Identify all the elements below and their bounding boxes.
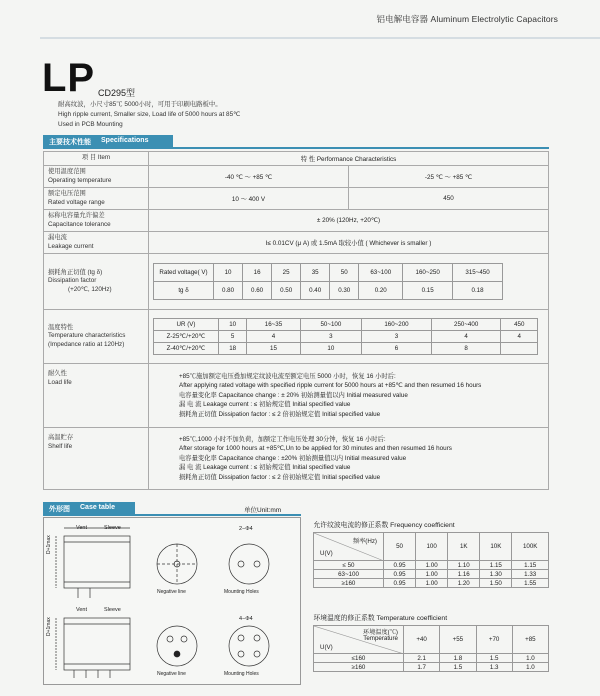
- specs-tab: [43, 135, 173, 147]
- sleeve-label-2: Sleeve: [104, 607, 121, 613]
- df-table: [153, 263, 503, 300]
- mounting-holes-bottom: [229, 626, 269, 666]
- shelf-line: 漏 电 流 Leakage current : ≤ 初始规定值 Initial specified value: [179, 464, 351, 472]
- volt-v2: 450: [349, 188, 549, 210]
- df-v: 63~100: [359, 264, 403, 282]
- tempcoef-cell: 1.3: [476, 663, 512, 672]
- volt-label: [44, 188, 149, 210]
- load-label-cn: 耐久性: [48, 370, 67, 377]
- load-line: 漏 电 流 Leakage current : ≤ 初始规定值 Initial specified value: [179, 401, 351, 409]
- temp-c: 10: [219, 319, 247, 331]
- temp-c: [501, 343, 538, 355]
- temp-cell: [149, 310, 549, 364]
- shelf-line: 电容量变化率 Capacitance change : ±20% 初始测量值以内 Initial measured value: [179, 454, 407, 462]
- freq-table: [313, 517, 549, 588]
- temp-label: [44, 310, 149, 364]
- df-label-cond: (+20℃, 120Hz): [68, 285, 112, 293]
- df-tg-head: tg δ: [154, 282, 214, 300]
- series-name: CD295型: [98, 88, 136, 98]
- tempcoef-corner-left: U(V): [320, 644, 333, 651]
- tempcoef-col: +85: [512, 626, 548, 654]
- case-tab-en: Case table: [80, 504, 116, 511]
- capacitor-body-top: [64, 536, 130, 588]
- spec-row-leakage: [44, 232, 549, 254]
- spec-head-perf: 特 性 Performance Characteristics: [149, 152, 549, 166]
- leak-label: [44, 232, 149, 254]
- freq-row: [314, 561, 549, 570]
- temp-head: Z-40℃/+20℃: [154, 343, 219, 355]
- vent-label-2: Vent: [76, 607, 88, 613]
- temp-row-40: [154, 343, 538, 355]
- load-text: [149, 364, 549, 428]
- df-tg: 0.15: [403, 282, 453, 300]
- df-cell: [149, 254, 549, 310]
- freq-col: 50: [384, 533, 416, 561]
- tol-label-en: Capacitance tolerance: [48, 220, 111, 228]
- df-tg: 0.60: [243, 282, 272, 300]
- df-v: 160~250: [403, 264, 453, 282]
- case-drawing: [43, 517, 301, 685]
- shelf-label-en: Shelf life: [48, 442, 73, 450]
- freq-rowhead: ≥160: [314, 579, 384, 588]
- load-label-en: Load life: [48, 378, 72, 386]
- spec-row-df: [44, 254, 549, 310]
- tempcoef-cell: 1.5: [440, 663, 476, 672]
- tempcoef-col: +40: [404, 626, 440, 654]
- mounting-holes-top: [229, 544, 269, 584]
- temp-c: 50~100: [300, 319, 362, 331]
- neg-line-label-top: Negative line: [157, 589, 186, 595]
- temp-table: [153, 318, 538, 355]
- load-line: After applying rated voltage with specified ripple current for 5000 hours at +85℃ and then resumed 16 hours: [179, 382, 482, 390]
- freq-corner: [314, 533, 384, 561]
- shelf-label: [44, 428, 149, 490]
- df-tg-row: [154, 282, 503, 300]
- df-v: 16: [243, 264, 272, 282]
- shelf-line: +85℃,1000 小时不加负荷，加额定工作电压处理 30分钟，恢复 16 小时后:: [179, 435, 386, 443]
- specs-tab-cn: 主要技术性能: [49, 139, 91, 146]
- op-temp-label-en: Operating temperature: [48, 176, 112, 184]
- freq-row: [314, 570, 549, 579]
- temp-c: 4: [247, 331, 300, 343]
- sleeve-label: Sleeve: [104, 525, 121, 531]
- case-drawing-svg: [44, 518, 300, 684]
- temp-label-cn: 温度特性: [48, 323, 74, 331]
- shelf-line: After storage for 1000 hours at +85℃,Un to be applied for 30 minutes and then resumed 16 hours: [179, 445, 452, 453]
- case-unit: 单位Unit:mm: [244, 507, 282, 514]
- tempcoef-col: +70: [476, 626, 512, 654]
- temp-c: 450: [501, 319, 538, 331]
- freq-rowhead: 63~100: [314, 570, 384, 579]
- load-line: +85℃施加额定电压叠加规定纹波电流至额定电压 5000 小时，恢复 16 小时后:: [179, 372, 396, 380]
- tempcoef-corner-top2: Temperature: [363, 635, 398, 642]
- spec-head-item: 项 目 Item: [44, 152, 149, 166]
- op-temp-v2: -25 ℃ ～ +85 ℃: [349, 166, 549, 188]
- op-temp-label: [44, 166, 149, 188]
- temp-head: Z-25℃/+20℃: [154, 331, 219, 343]
- df-voltage-row: [154, 264, 503, 282]
- tempcoef-rowhead: ≤160: [314, 654, 404, 663]
- case-section-header: [43, 502, 549, 516]
- freq-cell: 1.15: [512, 561, 549, 570]
- hole-label-bottom: 4−Φ4: [239, 616, 253, 622]
- spec-row-tolerance: [44, 210, 549, 232]
- temp-c: 160~200: [362, 319, 432, 331]
- intro-en-2: Used in PCB Mounting: [58, 121, 123, 128]
- op-temp-v1: -40 ℃ ～ +85 ℃: [149, 166, 349, 188]
- tol-label-cn: 标称电容量允许偏差: [48, 212, 105, 219]
- neg-line-label-bottom: Negative line: [157, 671, 186, 677]
- temp-c: 3: [362, 331, 432, 343]
- freq-cell: 0.95: [384, 561, 416, 570]
- df-tg: 0.20: [359, 282, 403, 300]
- tempcoef-corner: [314, 626, 404, 654]
- df-v: 315~450: [453, 264, 503, 282]
- freq-corner-left: U(V): [320, 550, 333, 557]
- load-line: 损耗角正切值 Dissipation factor : ≤ 2 倍初始规定值 Initial specified value: [179, 410, 381, 418]
- df-tg: 0.80: [214, 282, 243, 300]
- tempcoef-cell: 1.0: [512, 663, 548, 672]
- freq-col: 100K: [512, 533, 549, 561]
- volt-label-en: Rated voltage range: [48, 198, 105, 206]
- load-line: 电容量变化率 Capacitance change : ± 20% 初始测量值以内 Initial measured value: [179, 391, 408, 399]
- df-v: 50: [330, 264, 359, 282]
- tempcoef-cell: 1.5: [476, 654, 512, 663]
- header-rule: [40, 37, 600, 39]
- df-tg: 0.30: [330, 282, 359, 300]
- temp-c: 10: [300, 343, 362, 355]
- temp-c: 4: [431, 331, 501, 343]
- freq-cell: 1.30: [480, 570, 512, 579]
- temp-c: 3: [300, 331, 362, 343]
- freq-cell: 1.20: [448, 579, 480, 588]
- op-temp-label-cn: 使用温度范围: [48, 168, 86, 175]
- tempcoef-title: 环境温度的修正系数 Temperature coefficient: [313, 615, 448, 622]
- spec-row-op-temp: [44, 166, 549, 188]
- freq-cell: 0.95: [384, 570, 416, 579]
- freq-col: 10K: [480, 533, 512, 561]
- freq-col: 1K: [448, 533, 480, 561]
- temp-c: 8: [431, 343, 501, 355]
- tempcoef-corner-top: 环境温度(℃): [362, 629, 398, 636]
- tempcoef-cell: 1.8: [440, 654, 476, 663]
- temp-c: 16~35: [247, 319, 300, 331]
- tol-value: ± 20% (120Hz, +20℃): [149, 210, 549, 232]
- temp-row-25: [154, 331, 538, 343]
- leak-label-cn: 漏电流: [48, 234, 67, 241]
- df-tg: 0.50: [272, 282, 301, 300]
- temp-c: 6: [362, 343, 432, 355]
- tempcoef-head-row: [314, 626, 549, 654]
- freq-cell: 1.00: [416, 561, 448, 570]
- spec-row-temp: [44, 310, 549, 364]
- specs-rule: [43, 147, 549, 149]
- temp-label-en: Temperature characteristics: [48, 332, 126, 340]
- intro-en-1: High ripple current, Smaller size, Load life of 5000 hours at 85℃: [58, 111, 241, 118]
- coefficient-panel: [313, 517, 549, 685]
- tempcoef-table: [313, 610, 549, 672]
- freq-cell: 1.15: [480, 561, 512, 570]
- volt-v1: 10 ～ 400 V: [149, 188, 349, 210]
- df-tg: 0.40: [301, 282, 330, 300]
- df-v: 25: [272, 264, 301, 282]
- specs-section-header: [43, 135, 549, 149]
- shelf-text: [149, 428, 549, 490]
- tempcoef-rowhead: ≥160: [314, 663, 404, 672]
- temp-row-ur: [154, 319, 538, 331]
- freq-cell: 1.50: [480, 579, 512, 588]
- shelf-line: 损耗角正切值 Dissipation factor : ≤ 2 倍初始规定值 Initial specified value: [179, 473, 381, 481]
- df-v: 35: [301, 264, 330, 282]
- vent-label: Vent: [76, 525, 88, 531]
- freq-row: [314, 579, 549, 588]
- df-tg: 0.18: [453, 282, 503, 300]
- intro-text: [58, 100, 240, 130]
- shelf-label-cn: 高温贮存: [48, 434, 74, 441]
- temp-c: 18: [219, 343, 247, 355]
- spec-row-voltage: [44, 188, 549, 210]
- freq-corner-top: 频率(Hz): [352, 538, 377, 545]
- df-v: 10: [214, 264, 243, 282]
- leak-value: I≤ 0.01CV (μ A) 或 1.5mA 取较小值 ( Whichever is smaller ): [149, 232, 549, 254]
- product-code: LP: [42, 56, 96, 100]
- spec-table: [43, 151, 549, 490]
- leak-label-en: Leakage current: [48, 242, 94, 250]
- spec-head-row: [44, 152, 549, 166]
- tempcoef-cell: 2.1: [404, 654, 440, 663]
- spec-row-shelf: [44, 428, 549, 490]
- freq-cell: 0.95: [384, 579, 416, 588]
- spec-row-load: [44, 364, 549, 428]
- case-tab: [43, 502, 135, 514]
- freq-cell: 1.00: [416, 579, 448, 588]
- volt-label-cn: 额定电压范围: [48, 190, 86, 197]
- temp-head: UR (V): [154, 319, 219, 331]
- freq-cell: 1.16: [448, 570, 480, 579]
- end-view-bottom: [157, 626, 197, 666]
- temp-c: 5: [219, 331, 247, 343]
- header-title: 铝电解电容器 Aluminum Electrolytic Capacitors: [376, 14, 558, 24]
- temp-label-cond: (Impedance ratio at 120Hz): [48, 340, 125, 348]
- df-head: Rated voltage( V): [154, 264, 214, 282]
- mounting-holes-label-bottom: Mounting Holes: [224, 671, 259, 677]
- mounting-holes-label-top: Mounting Holes: [224, 589, 259, 595]
- hole-label-top: 2−Φ4: [239, 526, 253, 532]
- df-label: [44, 254, 149, 310]
- intro-cn: 耐高纹波，小尺寸85℃ 5000小时，可用于印刷电路板中。: [58, 101, 222, 108]
- dim-label-2: D+1max: [46, 617, 52, 636]
- freq-title: 允许纹波电流的修正系数 Frequency coefficient: [313, 522, 455, 529]
- freq-col: 100: [416, 533, 448, 561]
- tol-label: [44, 210, 149, 232]
- tempcoef-row: [314, 654, 549, 663]
- df-label-en: Dissipation factor: [48, 277, 97, 285]
- temp-c: 250~400: [431, 319, 501, 331]
- tempcoef-cell: 1.0: [512, 654, 548, 663]
- freq-rowhead: ≤ 50: [314, 561, 384, 570]
- freq-cell: 1.10: [448, 561, 480, 570]
- temp-c: 15: [247, 343, 300, 355]
- freq-cell: 1.00: [416, 570, 448, 579]
- tempcoef-cell: 1.7: [404, 663, 440, 672]
- tempcoef-col: +55: [440, 626, 476, 654]
- specs-tab-en: Specifications: [101, 137, 149, 144]
- dim-label: D+1max: [46, 535, 52, 554]
- capacitor-body-bottom: [64, 618, 130, 670]
- load-label: [44, 364, 149, 428]
- temp-c: 4: [501, 331, 538, 343]
- freq-cell: 1.33: [512, 570, 549, 579]
- tempcoef-row: [314, 663, 549, 672]
- df-label-cn: 损耗角正切值 (tg δ): [48, 268, 103, 276]
- case-tab-cn: 外形图: [49, 506, 70, 513]
- case-rule: [43, 514, 301, 516]
- freq-cell: 1.55: [512, 579, 549, 588]
- freq-head-row: [314, 533, 549, 561]
